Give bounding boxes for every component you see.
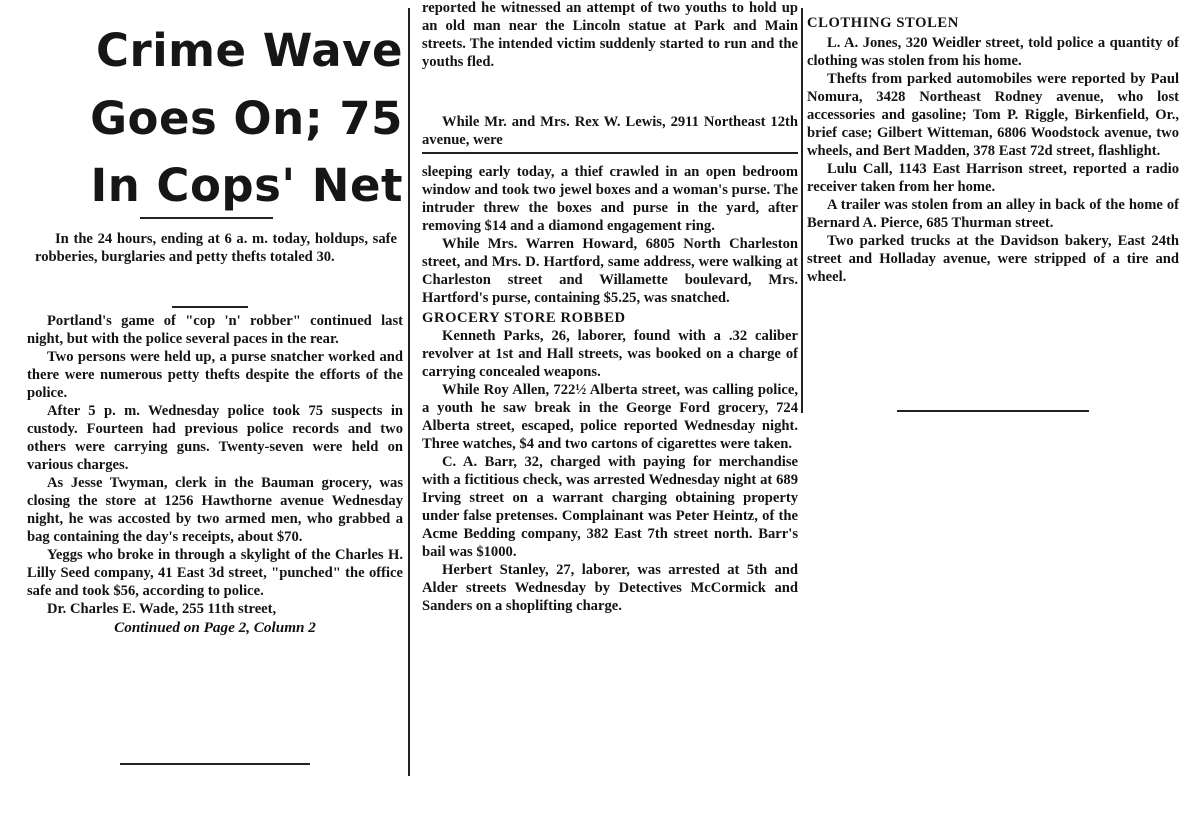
subhead-clothing: CLOTHING STOLEN bbox=[807, 15, 959, 31]
paragraph: Two parked trucks at the Davidson bakery, East 24th street and Holladay avenue, were stripped of a tire and wheel. bbox=[807, 233, 1179, 285]
paragraph: Herbert Stanley, 27, laborer, was arrested at 5th and Alder streets Wednesday by Detectives McCormick and Sanders on a shoplifting charge. bbox=[422, 562, 798, 614]
paragraph: Kenneth Parks, 26, laborer, found with a .32 caliber revolver at 1st and Hall streets, was booked on a charge of carrying concealed weapons. bbox=[422, 328, 798, 380]
col2-middle bbox=[422, 163, 798, 615]
paragraph: Yeggs who broke in through a skylight of the Charles H. Lilly Seed company, 41 East 3d street, "punched" the office safe and took $56, according to police. bbox=[27, 547, 403, 599]
lead-paragraph: In the 24 hours, ending at 6 a. m. today, holdups, safe robberies, burglaries and petty thefts totaled 30. bbox=[35, 231, 397, 265]
paragraph: Two persons were held up, a purse snatcher worked and there were numerous petty thefts despite the efforts of the police. bbox=[27, 349, 403, 401]
headline-line-1: Crime Wave bbox=[96, 24, 403, 77]
paragraph: While Mrs. Warren Howard, 6805 North Charleston street, and Mrs. D. Hartford, same address, were walking at Charleston street and Willamette boulevard, Mrs. Hartford's purse, containing $5.25, was snatched. bbox=[422, 236, 798, 306]
paragraph: sleeping early today, a thief crawled in an open bedroom window and took two jewel boxes and a woman's purse. The intruder threw the boxes and purse in the yard, after removing $14 and a diamond engagement ring. bbox=[422, 164, 798, 234]
paragraph: Lulu Call, 1143 East Harrison street, reported a radio receiver taken from her home. bbox=[807, 161, 1179, 195]
paragraph: Dr. Charles E. Wade, 255 11th street, bbox=[47, 601, 277, 617]
paragraph: As Jesse Twyman, clerk in the Bauman grocery, was closing the store at 1256 Hawthorne avenue Wednesday night, he was accosted by two armed men, who grabbed a bag containing the day's receipts, about $70. bbox=[27, 475, 403, 545]
column-2 bbox=[422, 0, 798, 834]
paragraph: While Roy Allen, 722½ Alberta street, was calling police, a youth he saw break in the George Ford grocery, 724 Alberta street, escaped, police reported Wednesday night. Three watches, $4 and two cartons of cigarettes were taken. bbox=[422, 382, 798, 452]
headline-line-2: Goes On; 75 bbox=[90, 92, 403, 145]
column-1 bbox=[27, 6, 405, 776]
headline-line-3: In Cops' Net bbox=[90, 159, 403, 212]
paragraph: reported he witnessed an attempt of two youths to hold up an old man near the Lincoln statue at Park and Main streets. The intended victim suddenly started to run and the youths fled. bbox=[422, 0, 798, 70]
col1-body bbox=[27, 312, 403, 638]
paragraph: C. A. Barr, 32, charged with paying for merchandise with a fictitious check, was arrested Wednesday night at 689 Irving street on a warrant charging obtaining property under false pretenses. Complainant was Peter Heintz, of the Acme Bedding company, 382 East 7th street north. Barr's bail was $1000. bbox=[422, 454, 798, 560]
headline-rule bbox=[140, 217, 273, 219]
col3-body bbox=[807, 34, 1179, 286]
column-rule bbox=[801, 8, 803, 413]
paragraph: L. A. Jones, 320 Weidler street, told police a quantity of clothing was stolen from his home. bbox=[807, 35, 1179, 69]
column-3 bbox=[807, 6, 1181, 411]
paragraph: Thefts from parked automobiles were reported by Paul Nomura, 3428 Northeast Rodney avenue, who lost accessories and gasoline; Tom P. Riggle, Birkenfield, Or., brief case; Gilbert Witteman, 6806 Woodstock avenue, two wheels, and Bert Madden, 378 East 72d street, flashlight. bbox=[807, 71, 1179, 159]
column-end-rule bbox=[897, 410, 1089, 412]
continued-line: Continued on Page 2, Column 2 bbox=[114, 619, 316, 636]
subhead-grocery: GROCERY STORE ROBBED bbox=[422, 310, 626, 326]
column-end-rule bbox=[120, 763, 310, 765]
paragraph: While Mr. and Mrs. Rex W. Lewis, 2911 Northeast 12th avenue, were bbox=[422, 114, 798, 148]
paragraph: After 5 p. m. Wednesday police took 75 suspects in custody. Fourteen had previous police records and two others were carrying guns. Twenty-seven were held on various charges. bbox=[27, 403, 403, 473]
paragraph: Portland's game of "cop 'n' robber" continued last night, but with the police several paces in the rear. bbox=[27, 313, 403, 347]
paragraph: A trailer was stolen from an alley in back of the home of Bernard A. Pierce, 685 Thurman street. bbox=[807, 197, 1179, 231]
lead-rule bbox=[172, 306, 248, 308]
column-rule bbox=[408, 8, 410, 776]
section-rule bbox=[422, 152, 798, 154]
